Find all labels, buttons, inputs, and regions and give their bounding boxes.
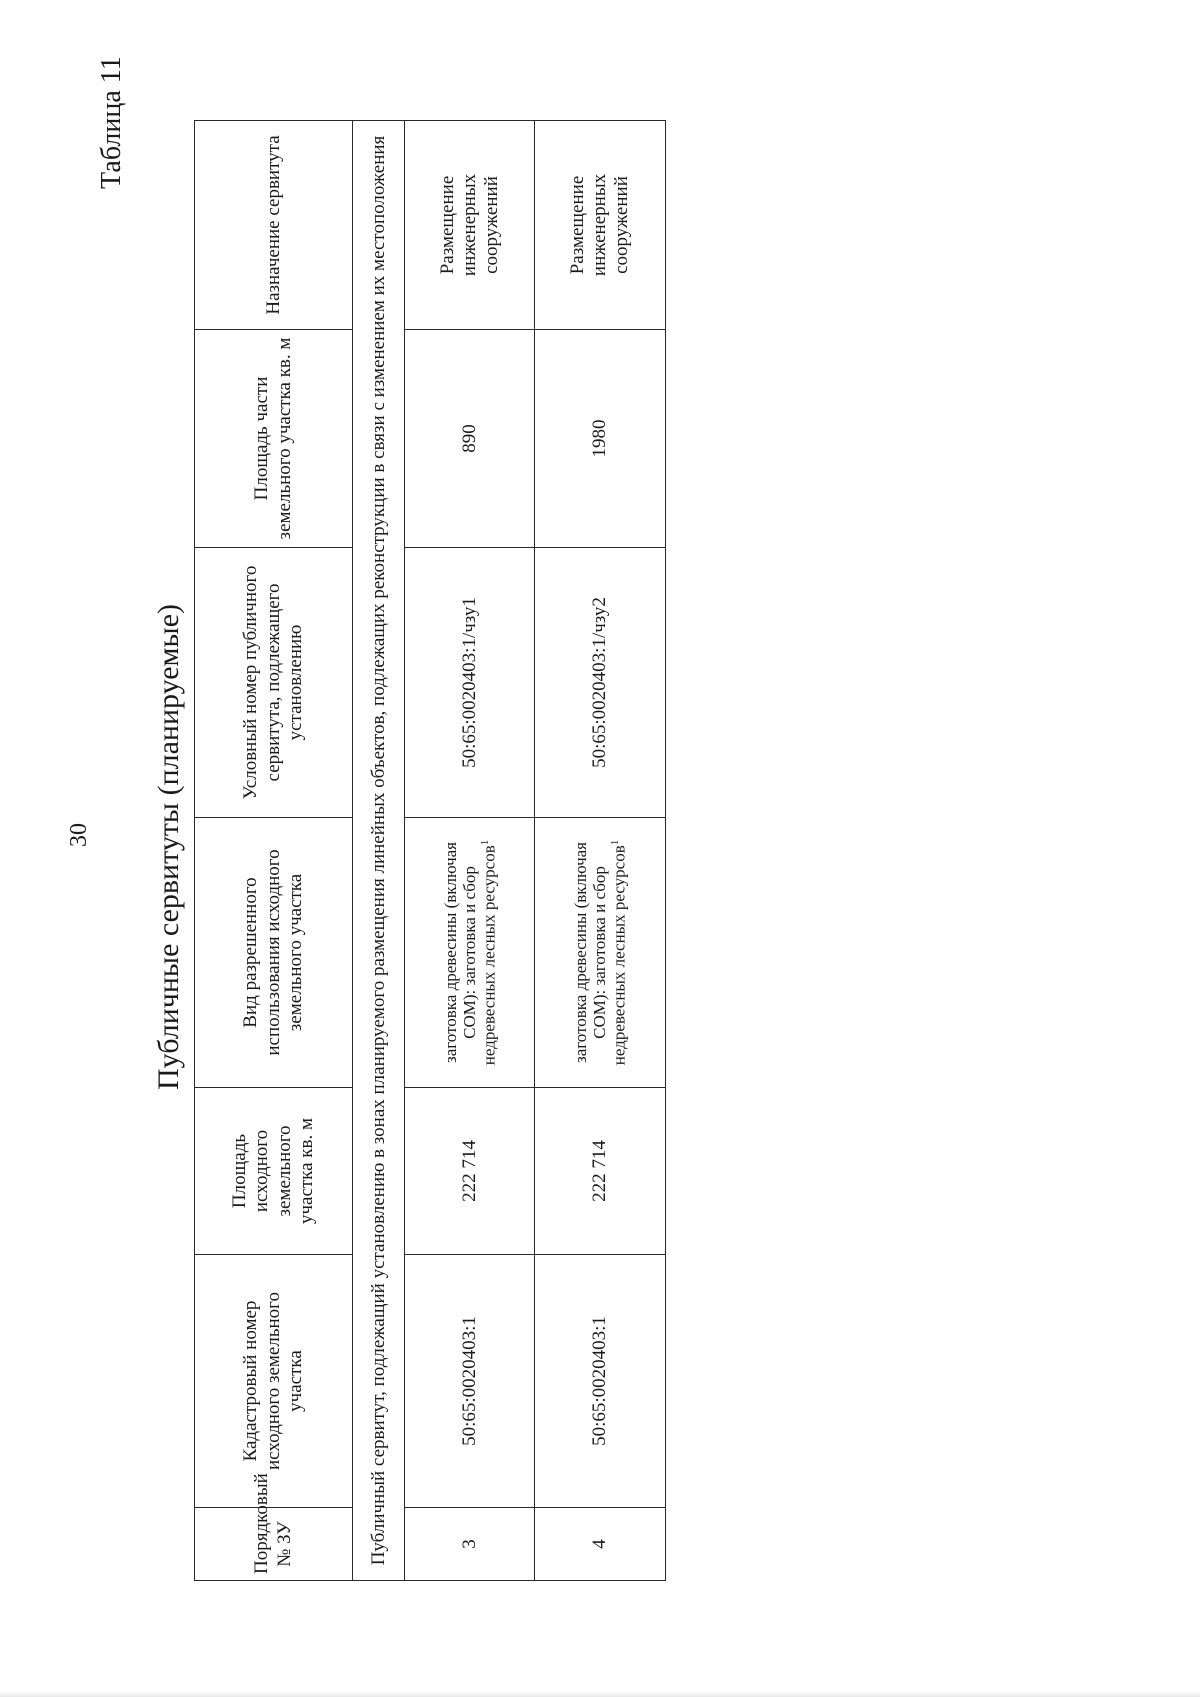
cell-cadastral: 50:65:0020403:1 bbox=[405, 1255, 535, 1508]
cell-use-text: заготовка древесины (включая СОМ): заготовка и сбор недревесных лесных ресурсов bbox=[571, 841, 630, 1066]
cell-use bbox=[405, 818, 535, 1088]
section-row bbox=[353, 121, 405, 1581]
cell-part-area: 1980 bbox=[535, 330, 666, 548]
table-label: Таблица 11 bbox=[96, 56, 127, 189]
cell-area: 222 714 bbox=[405, 1088, 535, 1255]
header-row bbox=[195, 121, 353, 1581]
table-row bbox=[535, 121, 666, 1581]
page-number: 30 bbox=[66, 823, 92, 847]
cell-no: 4 bbox=[535, 1508, 666, 1581]
section-title: Публичный сервитут, подлежащий установлению в зонах планируемого размещения линейных объектов, подлежащих реконструкции в связи с изменением их местоположения bbox=[353, 121, 405, 1581]
header-no: Порядковый № ЗУ bbox=[195, 1508, 353, 1581]
cell-purpose: Размещение инженерных сооружений bbox=[405, 121, 535, 330]
header-part-area: Площадь части земельного участка кв. м bbox=[195, 330, 353, 548]
header-conditional: Условный номер публичного сервитута, подлежащего установлению bbox=[195, 548, 353, 818]
footnote-mark: 1 bbox=[478, 839, 491, 846]
scan-edge bbox=[0, 1691, 1200, 1697]
header-cadastral: Кадастровый номер исходного земельного участка bbox=[195, 1255, 353, 1508]
footnote-mark: 1 bbox=[609, 839, 622, 846]
header-area: Площадь исходного земельного участка кв. м bbox=[195, 1088, 353, 1255]
cell-cadastral: 50:65:0020403:1 bbox=[535, 1255, 666, 1508]
cell-part-area: 890 bbox=[405, 330, 535, 548]
cell-area: 222 714 bbox=[535, 1088, 666, 1255]
table-row bbox=[405, 121, 535, 1581]
document-title: Публичные сервитуты (планируемые) bbox=[152, 603, 185, 1091]
cell-no: 3 bbox=[405, 1508, 535, 1581]
cell-conditional: 50:65:0020403:1/чзу2 bbox=[535, 548, 666, 818]
cell-use bbox=[535, 818, 666, 1088]
cell-conditional: 50:65:0020403:1/чзу1 bbox=[405, 548, 535, 818]
cell-use-text: заготовка древесины (включая СОМ): заготовка и сбор недревесных лесных ресурсов bbox=[440, 841, 499, 1066]
header-purpose: Назначение сервитута bbox=[195, 121, 353, 330]
header-use: Вид разрешенного использования исходного земельного участка bbox=[195, 818, 353, 1088]
cell-purpose: Размещение инженерных сооружений bbox=[535, 121, 666, 330]
servitude-table bbox=[194, 120, 666, 1581]
